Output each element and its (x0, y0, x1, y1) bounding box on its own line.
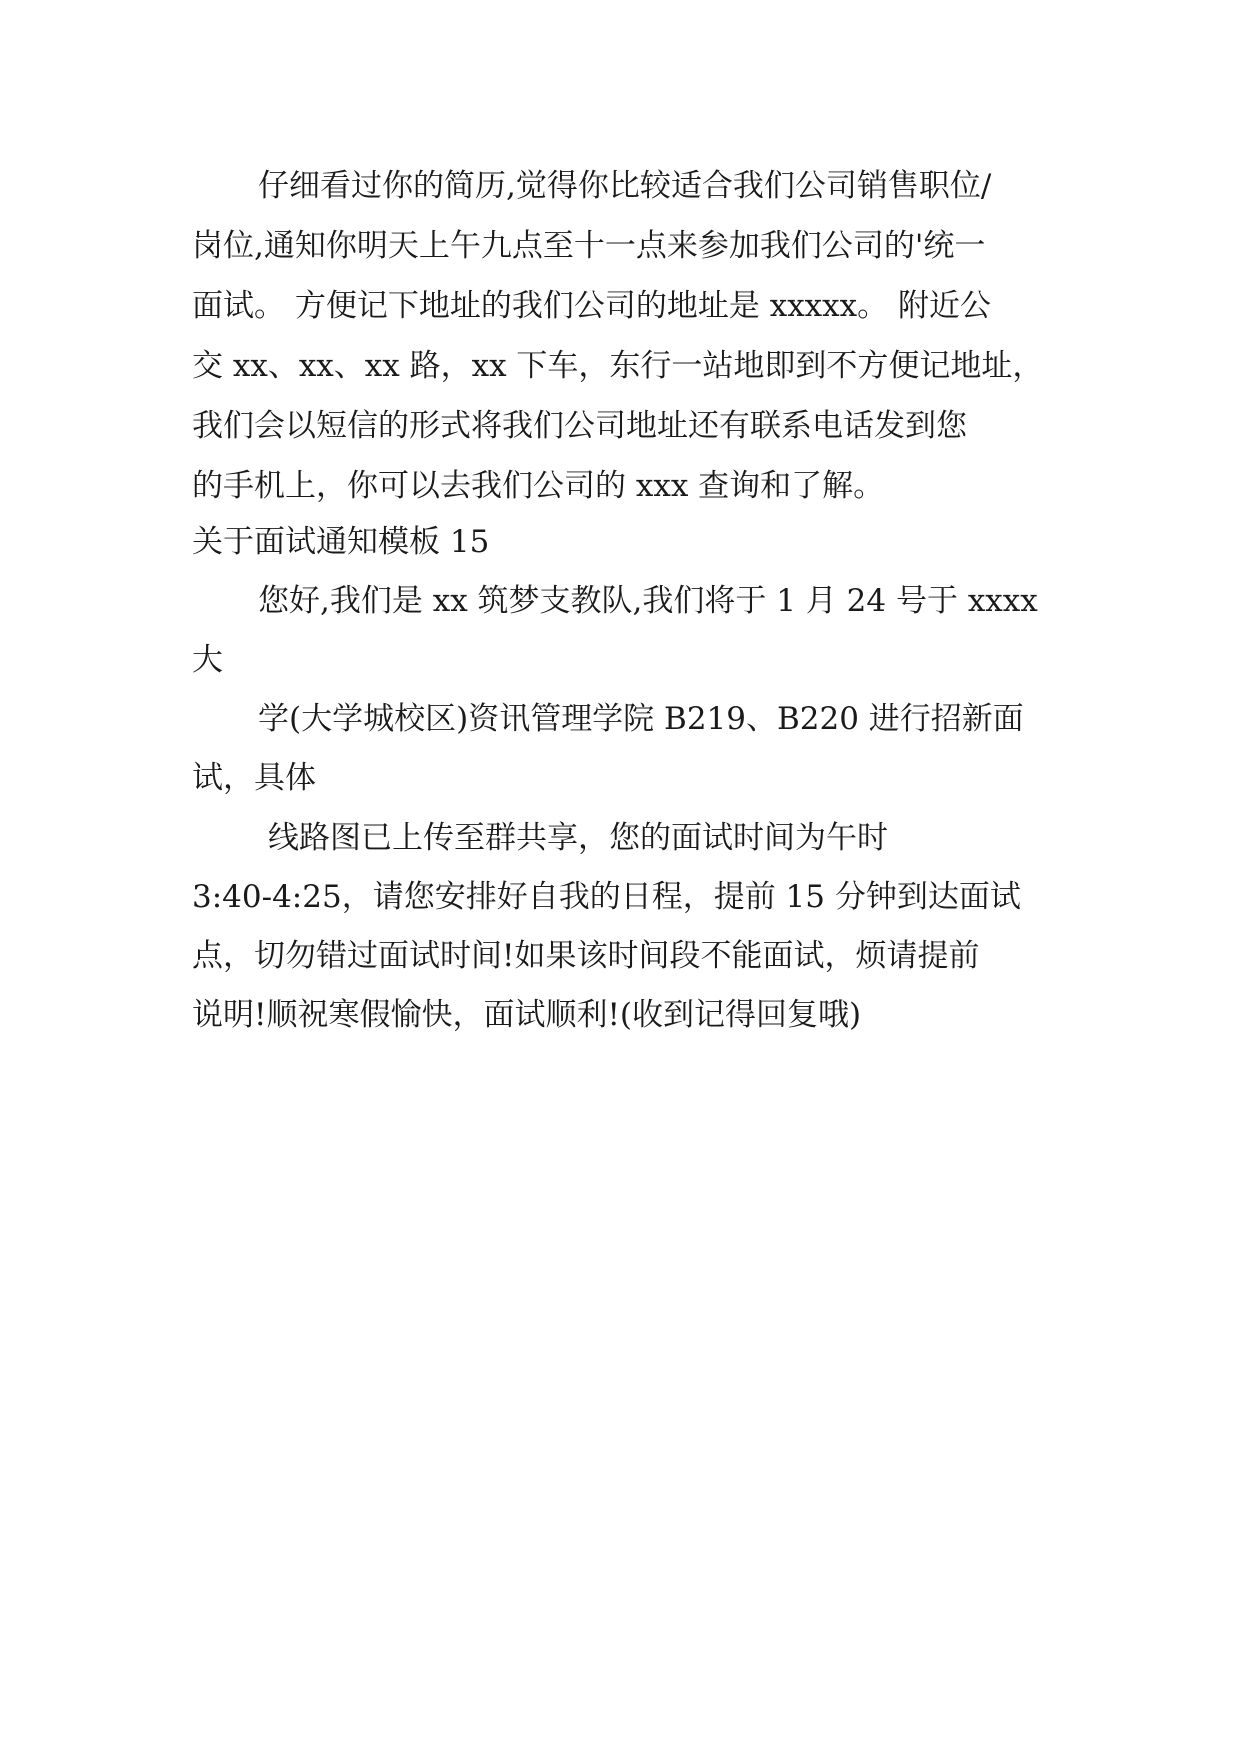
paragraph-4-line-3: 点，切勿错过面试时间!如果该时间段不能面试，烦请提前 (192, 938, 980, 974)
paragraph-1-line-2: 岗位,通知你明天上午九点至十一点来参加我们公司的'统一 (192, 228, 986, 264)
paragraph-3-line-1: 学(大学城校区)资讯管理学院 B219、B220 进行招新面 (258, 701, 1024, 737)
paragraph-3-line-2: 试，具体 (192, 760, 316, 796)
paragraph-4-line-1: 线路图已上传至群共享，您的面试时间为午时 (268, 820, 888, 856)
paragraph-1-line-1: 仔细看过你的简历,觉得你比较适合我们公司销售职位/ (258, 168, 992, 204)
paragraph-1-line-3: 面试。 方便记下地址的我们公司的地址是 xxxxx。 附近公 (192, 288, 991, 324)
paragraph-2-line-2: 大 (192, 642, 223, 678)
paragraph-4-line-4: 说明!顺祝寒假愉快，面试顺利!(收到记得回复哦) (192, 997, 862, 1033)
paragraph-1-line-6: 的手机上，你可以去我们公司的 xxx 查询和了解。 (192, 468, 885, 504)
paragraph-1-line-4: 交 xx、xx、xx 路，xx 下车，东行一站地即到不方便记地址， (192, 348, 1044, 384)
paragraph-2-line-1: 您好,我们是 xx 筑梦支教队,我们将于 1 月 24 号于 xxxx (258, 583, 1038, 619)
section-heading: 关于面试通知模板 15 (192, 524, 490, 560)
paragraph-4-line-2: 3:40-4:25，请您安排好自我的日程，提前 15 分钟到达面试 (192, 879, 1021, 915)
paragraph-1-line-5: 我们会以短信的形式将我们公司地址还有联系电话发到您 (192, 408, 967, 444)
